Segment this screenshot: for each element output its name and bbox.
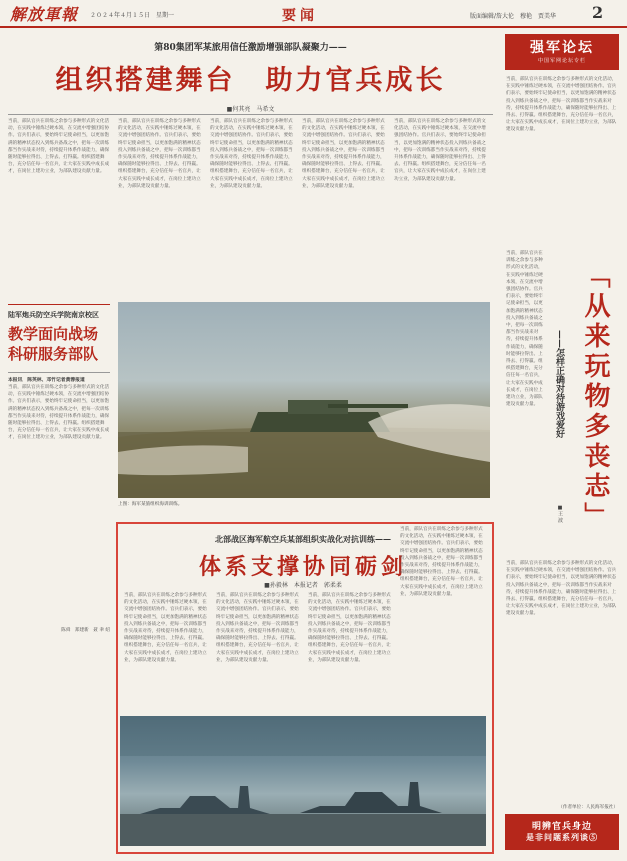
forum-banner-title: 强军论坛 bbox=[530, 40, 594, 56]
bottom-story-column-1: 当前，部队官兵在训练之余参与多种形式的文化活动，在实践中锤炼过硬本领，在交流中增强团结协作。官兵们表示，要始终牢记使命担当，以更加饱满的精神状态投入到练兵备战之中，把每一次训练都当作实战来对待，持续提升体系作战能力，确保随时能够拉得出、上得去、打得赢。组织搭建舞台，充分信任每一名官兵，让大家在实践中成长成才，在岗位上建功立业，为部队建设贡献力量。 bbox=[124, 593, 207, 663]
sidebar-text-bottom: 当前，部队官兵在训练之余参与多种形式的文化活动，在实践中锤炼过硬本领，在交流中增强团结协作。官兵们表示，要始终牢记使命担当，以更加饱满的精神状态投入到练兵备战之中，把每一次训练都当作实战来对待，持续提升体系作战能力，确保随时能够拉得出、上得去、打得赢。组织搭建舞台，充分信任每一名官兵，让大家在实践中成长成才，在岗位上建功立业，为部队建设贡献力量。 bbox=[506, 561, 617, 617]
page-editors: 版面编辑/詹大伦 穆艳 贾美华 bbox=[470, 13, 557, 20]
left-story-headline-line1: 教学面向战场 bbox=[8, 325, 99, 343]
bottom-story-column-4: 当前，部队官兵在训练之余参与多种形式的文化活动，在实践中锤炼过硬本领，在交流中增强团结协作。官兵们表示，要始终牢记使命担当，以更加饱满的精神状态投入到练兵备战之中，把每一次训练都当作实战来对待，持续提升体系作战能力，确保随时能够拉得出、上得去、打得赢。组织搭建舞台，充分信任每一名官兵，让大家在实践中成长成才，在岗位上建功立业，为部队建设贡献力量。 bbox=[400, 527, 483, 597]
left-story-headline-line2: 科研服务部队 bbox=[8, 345, 99, 363]
page-number: 2 bbox=[592, 3, 604, 22]
top-story-divider bbox=[8, 114, 493, 115]
sidebar-source-note: （作者单位：人民海军报社） bbox=[558, 805, 618, 810]
top-story-column-3: 当前，部队官兵在训练之余参与多种形式的文化活动，在实践中锤炼过硬本领，在交流中增强团结协作。官兵们表示，要始终牢记使命担当，以更加饱满的精神状态投入到练兵备战之中，把每一次训练都当作实战来对待，持续提升体系作战能力，确保随时能够拉得出、上得去、打得赢。组织搭建舞台，充分信任每一名官兵，让大家在实践中成长成才，在岗位上建功立业，为部队建设贡献力量。 bbox=[302, 119, 385, 189]
sidebar-author: ■王 波 bbox=[557, 505, 563, 523]
left-column-top-text: 当前，部队官兵在训练之余参与多种形式的文化活动，在实践中锤炼过硬本领，在交流中增强团结协作。官兵们表示，要始终牢记使命担当，以更加饱满的精神状态投入到练兵备战之中，把每一次训练都当作实战来对待，持续提升体系作战能力，确保随时能够拉得出、上得去、打得赢。组织搭建舞台，充分信任每一名官兵，让大家在实践中成长成才，在岗位上建功立业，为部队建设贡献力量。 bbox=[8, 119, 110, 175]
bottom-story-column-2: 当前，部队官兵在训练之余参与多种形式的文化活动，在实践中锤炼过硬本领，在交流中增强团结协作。官兵们表示，要始终牢记使命担当，以更加饱满的精神状态投入到练兵备战之中，把每一次训练都当作实战来对待，持续提升体系作战能力，确保随时能够拉得出、上得去、打得赢。组织搭建舞台，充分信任每一名官兵，让大家在实践中成长成才，在岗位上建功立业，为部队建设贡献力量。 bbox=[216, 593, 299, 663]
bottom-story-byline: ■孙毅林 本报记者 郭柔柔 bbox=[264, 582, 342, 589]
tank-photo bbox=[118, 302, 490, 498]
fighter-jet-icon bbox=[120, 716, 486, 846]
left-story-byline: 本报讯 陈英林、邓竹记者黄蓉报道 bbox=[8, 377, 85, 383]
forum-banner-subtitle: 中国军网论坛专栏 bbox=[537, 58, 586, 64]
left-story-kicker: 陆军炮兵防空兵学院南京校区 bbox=[8, 310, 99, 319]
left-story-credit: 陈舜 郑建新 聂 聿 绍 bbox=[61, 628, 110, 633]
sidebar-subtitle: ——怎样正确对待游戏爱好 bbox=[554, 330, 564, 438]
series-banner bbox=[505, 814, 619, 850]
bottom-story-headline: 体系支撑协同砺剑 bbox=[198, 554, 407, 580]
sidebar-text-left: 当前，部队官兵在训练之余参与多种形式的文化活动，在实践中锤炼过硬本领，在交流中增强团结协作。官兵们表示，要始终牢记使命担当，以更加饱满的精神状态投入到练兵备战之中，把每一次训练都当作实战来对待，持续提升体系作战能力，确保随时能够拉得出、上得去、打得赢。组织搭建舞台，充分信任每一名官兵，让大家在实践中成长成才，在岗位上建功立业，为部队建设贡献力量。 bbox=[506, 251, 543, 408]
top-story-column-4: 当前，部队官兵在训练之余参与多种形式的文化活动，在实践中锤炼过硬本领，在交流中增强团结协作。官兵们表示，要始终牢记使命担当，以更加饱满的精神状态投入到练兵备战之中，把每一次训练都当作实战来对待，持续提升体系作战能力，确保随时能够拉得出、上得去、打得赢。组织搭建舞台，充分信任每一名官兵，让大家在实践中成长成才，在岗位上建功立业，为部队建设贡献力量。 bbox=[394, 119, 486, 182]
top-story-byline: ■何其亮 马希文 bbox=[226, 106, 275, 113]
top-story-kicker: 第80集团军某旅用信任激励增强部队凝聚力—— bbox=[154, 43, 347, 53]
left-story-headline bbox=[8, 324, 112, 364]
top-story-column-2: 当前，部队官兵在训练之余参与多种形式的文化活动，在实践中锤炼过硬本领，在交流中增强团结协作。官兵们表示，要始终牢记使命担当，以更加饱满的精神状态投入到练兵备战之中，把每一次训练都当作实战来对待，持续提升体系作战能力，确保随时能够拉得出、上得去、打得赢。组织搭建舞台，充分信任每一名官兵，让大家在实践中成长成才，在岗位上建功立业，为部队建设贡献力量。 bbox=[210, 119, 293, 189]
left-story-divider bbox=[8, 372, 110, 373]
series-banner-title: 明辨官兵身边 bbox=[531, 822, 592, 832]
sidebar-big-title: 「从来玩物多丧志」 bbox=[580, 262, 610, 532]
bottom-story-column-3: 当前，部队官兵在训练之余参与多种形式的文化活动，在实践中锤炼过硬本领，在交流中增强团结协作。官兵们表示，要始终牢记使命担当，以更加饱满的精神状态投入到练兵备战之中，把每一次训练都当作实战来对待，持续提升体系作战能力，确保随时能够拉得出、上得去、打得赢。组织搭建舞台，充分信任每一名官兵，让大家在实践中成长成才，在岗位上建功立业，为部队建设贡献力量。 bbox=[308, 593, 391, 663]
bottom-story-kicker: 北部战区海军航空兵某部组织实战化对抗训练—— bbox=[215, 534, 391, 544]
section-title: 要闻 bbox=[282, 8, 318, 24]
top-story-headline: 组织搭建舞台 助力官兵成长 bbox=[55, 65, 446, 96]
tank-illustration-icon bbox=[118, 302, 490, 498]
series-banner-subtitle: 是非问题系列谈⑤ bbox=[526, 832, 598, 842]
issue-date: ２０２４年４月１５日 星期一 bbox=[90, 12, 175, 19]
fighter-jets-photo bbox=[120, 716, 486, 846]
left-story-body: 当前，部队官兵在训练之余参与多种形式的文化活动，在实践中锤炼过硬本领，在交流中增强团结协作。官兵们表示，要始终牢记使命担当，以更加饱满的精神状态投入到练兵备战之中，把每一次训练都当作实战来对待，持续提升体系作战能力，确保随时能够拉得出、上得去、打得赢。组织搭建舞台，充分信任每一名官兵，让大家在实践中成长成才，在岗位上建功立业，为部队建设贡献力量。 bbox=[8, 385, 110, 441]
left-story-rule bbox=[8, 304, 110, 305]
forum-banner bbox=[505, 34, 619, 70]
photo-caption: 上图：海军某旅组织海训训练。 bbox=[118, 502, 183, 507]
sidebar-text-top: 当前，部队官兵在训练之余参与多种形式的文化活动，在实践中锤炼过硬本领，在交流中增强团结协作。官兵们表示，要始终牢记使命担当，以更加饱满的精神状态投入到练兵备战之中，把每一次训练都当作实战来对待，持续提升体系作战能力，确保随时能够拉得出、上得去、打得赢。组织搭建舞台，充分信任每一名官兵，让大家在实践中成长成才，在岗位上建功立业，为部队建设贡献力量。 bbox=[506, 77, 617, 133]
newspaper-logo: 解放軍報 bbox=[10, 5, 79, 24]
top-story-column-1: 当前，部队官兵在训练之余参与多种形式的文化活动，在实践中锤炼过硬本领，在交流中增强团结协作。官兵们表示，要始终牢记使命担当，以更加饱满的精神状态投入到练兵备战之中，把每一次训练都当作实战来对待，持续提升体系作战能力，确保随时能够拉得出、上得去、打得赢。组织搭建舞台，充分信任每一名官兵，让大家在实践中成长成才，在岗位上建功立业，为部队建设贡献力量。 bbox=[118, 119, 201, 189]
